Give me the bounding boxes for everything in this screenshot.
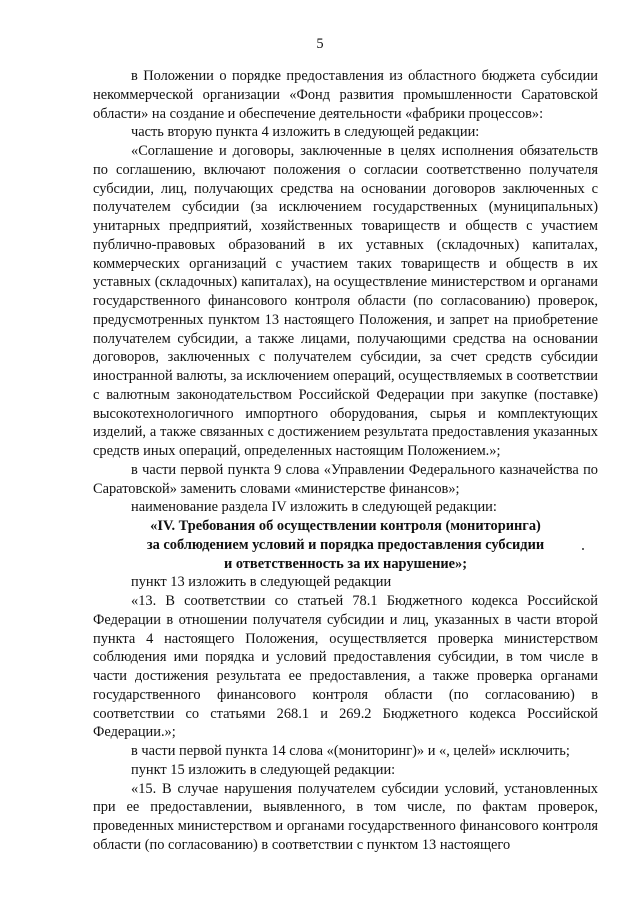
- paragraph-point-13-instruction: пункт 13 изложить в следующей редакции: [131, 574, 392, 591]
- page-number: 5: [316, 36, 324, 52]
- section-heading-line-1: «IV. Требования об осуществлении контроля (мониторинга): [150, 518, 541, 534]
- paragraph-point-4-instruction: часть вторую пункта 4 изложить в следующей редакции:: [131, 124, 480, 141]
- paragraph-regulation-intro: в Положении о порядке предоставления из областного бюджета субсидии некоммерческой организации «Фонд развития промышленности Саратовской области» на создание и обеспечение деятельности «фабрики процессов»:: [93, 68, 598, 122]
- document-body: [93, 67, 598, 855]
- paragraph-point-9-instruction: в части первой пункта 9 слова «Управлении Федерального казначейства по Саратовской» заменить словами «министерстве финансов»;: [93, 461, 598, 497]
- paragraph-point-15-text: «15. В случае нарушения получателем субсидии условий, установленных при ее предоставлении, выявленного, в том числе, по фактам проверок, проведенных министерством и органами государственного финансового контроля области (по согласованию) в соответствии с пунктом 13 настоящего: [93, 780, 598, 853]
- paragraph-point-13-text: «13. В соответствии со статьей 78.1 Бюджетного кодекса Российской Федерации в отношении получателя субсидии и лиц, указанных в части второй пункта 4 настоящего Положения, осуществляется проверка министерством соблюдения ими порядка и условий предоставления субсидии, в том числе в части достижения результата ее предоставления, а также проверка органами государственного финансового контроля области (по согласованию) в соответствии со статьями 268.1 и 269.2 Бюджетного кодекса Российской Федерации.»;: [93, 593, 598, 741]
- paragraph-point-15-instruction: пункт 15 изложить в следующей редакции:: [131, 761, 396, 778]
- section-heading-line-3: и ответственность за их нарушение»;: [223, 555, 468, 572]
- paragraph-point-14-instruction: в части первой пункта 14 слова «(мониторинг)» и «, целей» исключить;: [131, 743, 570, 759]
- scan-speck: [582, 548, 584, 550]
- section-heading-line-2: за соблюдением условий и порядка предоставления субсидии: [146, 536, 545, 553]
- paragraph-point-4-text: «Соглашение и договоры, заключенные в целях исполнения обязательств по соглашению, включают положения о согласии соответственно получателя субсидии, лиц, получающих средства на основании договоров заключенных с получателем субсидии (за исключением государственных (муниципальных) унитарных предприятий, хозяйственных товариществ и обществ с участием публично-правовых образований в их уставных (складочных) капиталах, коммерческих организаций с участием таких товариществ и обществ в их уставных (складочных) капиталах), на осуществление министерством и органами государственного финансового контроля области (по согласованию) проверок, предусмотренных пунктом 13 настоящего Положения, и запрет на приобретение получателем субсидии, а также лицами, получающими средства на основании договоров, заключенных с получателем субсидии, за счет средств субсидии иностранной валюты, за исключением операций, осуществляемых в соответствии с валютным законодательством Российской Федерации при закупке (поставке) высокотехнологичного импортного оборудования, сырья и комплектующих изделий, а также связанных с достижением результата предоставления указанных средств иных операций, определенных настоящим Положением.»;: [93, 143, 598, 459]
- paragraph-section-4-instruction: наименование раздела IV изложить в следующей редакции:: [131, 499, 497, 516]
